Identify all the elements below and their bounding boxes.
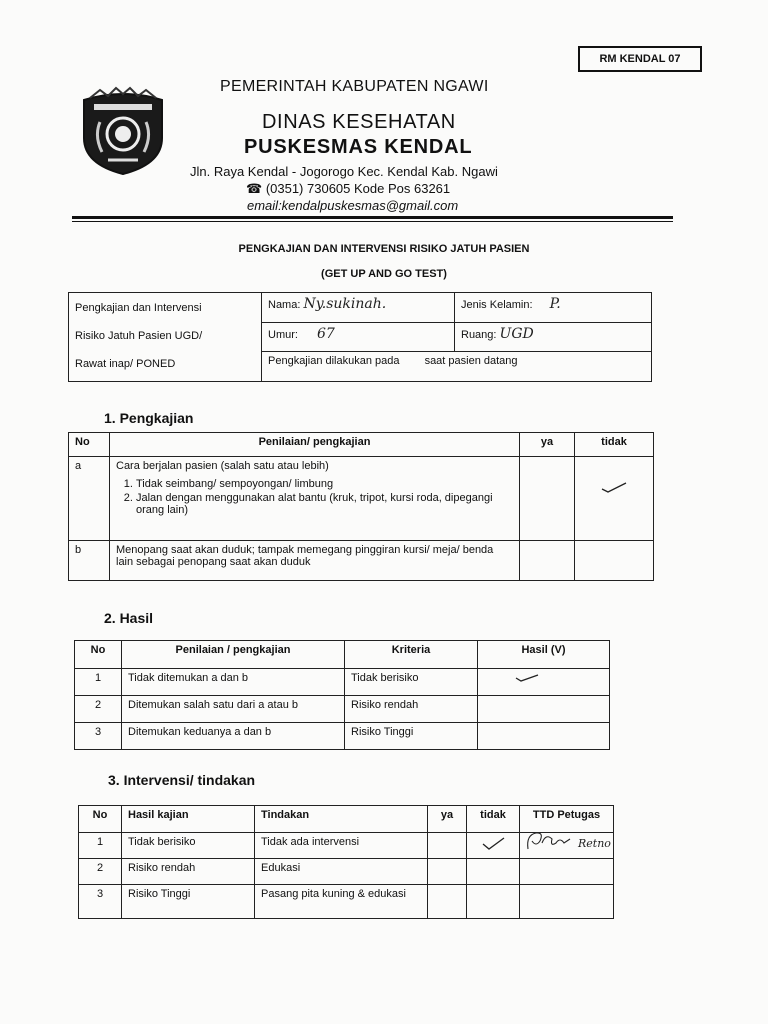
intervention-col-no: No — [79, 806, 122, 833]
assessment-row-a-item2: 2. Jalan dengan menggunakan alat bantu (kruk, tripot, kursi roda, dipegangi orang lain) — [136, 492, 513, 516]
intervention-table — [78, 805, 614, 919]
clinic-phone — [246, 181, 450, 197]
intervention-row-3-action: Pasang pita kuning & edukasi — [255, 885, 428, 919]
intervention-row-1-signature-cell[interactable] — [520, 833, 614, 859]
clinic-email: email:kendalpuskesmas@gmail.com — [247, 198, 459, 213]
result-row-2-assessment: Ditemukan salah satu dari a atau b — [122, 696, 345, 723]
result-col-outcome: Hasil (V) — [478, 641, 610, 669]
form-subtitle: (GET UP AND GO TEST) — [321, 268, 447, 280]
patient-age-label: Umur: — [268, 328, 298, 341]
result-row-1-assessment: Tidak ditemukan a dan b — [122, 669, 345, 696]
assessment-row-a-list — [136, 478, 513, 516]
patient-name-cell[interactable] — [262, 293, 455, 323]
intervention-row-2-no: 2 — [79, 859, 122, 885]
assessment-row-a-no-cell[interactable] — [575, 457, 654, 541]
assessment-col-no: No — [69, 433, 110, 457]
clinic-title: PUSKESMAS KENDAL — [244, 136, 473, 158]
intervention-row-3-signature-cell[interactable] — [520, 885, 614, 919]
patient-gender-value: P. — [549, 296, 561, 312]
assessment-row-b-text: Menopang saat akan duduk; tampak memegang pinggiran kursi/ meja/ benda lain sebagai penopang saat akan duduk — [110, 541, 520, 581]
intervention-col-signature: TTD Petugas — [520, 806, 614, 833]
assessment-table — [68, 432, 654, 581]
form-scope-line2: Risiko Jatuh Pasien UGD/ — [75, 330, 203, 342]
signature-name: Retno — [578, 837, 611, 850]
assessment-row-a-no: a — [69, 457, 110, 541]
assessment-row-a-text — [110, 457, 520, 541]
assessment-time-value: saat pasien datang — [424, 355, 518, 368]
assessment-row-b-yes-cell[interactable] — [520, 541, 575, 581]
result-row-3-criteria: Risiko Tinggi — [345, 723, 478, 750]
intervention-row-2-no-cell[interactable] — [467, 859, 520, 885]
patient-age-value: 67 — [317, 325, 335, 342]
regency-emblem-logo — [80, 86, 166, 176]
assessment-col-yes: ya — [520, 433, 575, 457]
phone-icon: ☎ — [246, 181, 266, 196]
intervention-row — [79, 885, 614, 919]
intervention-col-yes: ya — [428, 806, 467, 833]
result-row-1-outcome-cell[interactable] — [478, 669, 610, 696]
result-row-3-no: 3 — [75, 723, 122, 750]
intervention-row-3-no: 3 — [79, 885, 122, 919]
patient-name-label: Nama: — [268, 299, 301, 311]
check-mark-icon — [480, 836, 506, 852]
form-scope-line1: Pengkajian dan Intervensi — [75, 302, 202, 314]
letterhead-divider-thick — [72, 216, 673, 219]
intervention-row — [79, 859, 614, 885]
assessment-time-label: Pengkajian dilakukan pada — [268, 355, 400, 368]
intervention-row — [79, 833, 614, 859]
intervention-col-no-answer: tidak — [467, 806, 520, 833]
form-title: PENGKAJIAN DAN INTERVENSI RISIKO JATUH PASIEN — [238, 243, 530, 255]
check-mark-icon — [600, 480, 628, 494]
result-row-3-outcome-cell[interactable] — [478, 723, 610, 750]
result-row — [75, 669, 610, 696]
phone-text: (0351) 730605 Kode Pos 63261 — [265, 181, 451, 196]
result-row-1-no: 1 — [75, 669, 122, 696]
patient-name-value: Ny.sukinah. — [303, 296, 387, 312]
result-row — [75, 723, 610, 750]
section-intervention-heading: 3. Intervensi/ tindakan — [108, 772, 256, 788]
intervention-row-1-no-cell[interactable] — [467, 833, 520, 859]
agency-title: DINAS KESEHATAN — [262, 111, 456, 133]
result-row-1-criteria: Tidak berisiko — [345, 669, 478, 696]
intervention-row-2-signature-cell[interactable] — [520, 859, 614, 885]
patient-gender-label: Jenis Kelamin: — [461, 299, 533, 311]
intervention-col-result: Hasil kajian — [122, 806, 255, 833]
assessment-col-criteria: Penilaian/ pengkajian — [110, 433, 520, 457]
assessment-row-a-question: Cara berjalan pasien (salah satu atau lebih) — [116, 460, 329, 472]
assessment-row-a-item1: 1. Tidak seimbang/ sempoyongan/ limbung — [136, 478, 513, 490]
intervention-row-3-yes-cell[interactable] — [428, 885, 467, 919]
form-scope-cell — [69, 293, 262, 382]
patient-room-cell[interactable] — [455, 322, 652, 352]
section-assessment-heading: 1. Pengkajian — [104, 410, 194, 426]
patient-room-label: Ruang: — [461, 328, 497, 341]
document-code: RM KENDAL 07 — [578, 46, 702, 72]
patient-room-value: UGD — [499, 325, 534, 342]
government-title: PEMERINTAH KABUPATEN NGAWI — [220, 78, 489, 95]
assessment-row-b-no: b — [69, 541, 110, 581]
assessment-col-no-answer: tidak — [575, 433, 654, 457]
result-row-3-assessment: Ditemukan keduanya a dan b — [122, 723, 345, 750]
letterhead-divider-thin — [72, 221, 673, 222]
assessment-row-a-yes-cell[interactable] — [520, 457, 575, 541]
section-result-heading: 2. Hasil — [104, 610, 154, 626]
assessment-time-cell — [262, 352, 652, 382]
clinic-address: Jln. Raya Kendal - Jogorogo Kec. Kendal Kab. Ngawi — [190, 164, 498, 179]
intervention-row-2-action: Edukasi — [255, 859, 428, 885]
intervention-row-3-result: Risiko Tinggi — [122, 885, 255, 919]
result-col-criteria: Kriteria — [345, 641, 478, 669]
patient-gender-cell[interactable] — [455, 293, 652, 323]
assessment-row-b-no-cell[interactable] — [575, 541, 654, 581]
patient-age-cell[interactable] — [262, 322, 455, 352]
intervention-col-action: Tindakan — [255, 806, 428, 833]
intervention-row-2-yes-cell[interactable] — [428, 859, 467, 885]
result-row-2-criteria: Risiko rendah — [345, 696, 478, 723]
patient-info-table — [68, 292, 652, 382]
result-row — [75, 696, 610, 723]
result-col-no: No — [75, 641, 122, 669]
form-scope-line3: Rawat inap/ PONED — [75, 358, 176, 370]
result-table — [74, 640, 610, 750]
result-row-2-no: 2 — [75, 696, 122, 723]
check-mark-icon — [514, 672, 540, 684]
intervention-row-1-action: Tidak ada intervensi — [255, 833, 428, 859]
intervention-row-2-result: Risiko rendah — [122, 859, 255, 885]
intervention-row-1-no: 1 — [79, 833, 122, 859]
intervention-row-3-no-cell[interactable] — [467, 885, 520, 919]
intervention-row-1-yes-cell[interactable] — [428, 833, 467, 859]
result-col-assessment: Penilaian / pengkajian — [122, 641, 345, 669]
result-row-2-outcome-cell[interactable] — [478, 696, 610, 723]
intervention-row-1-result: Tidak berisiko — [122, 833, 255, 859]
